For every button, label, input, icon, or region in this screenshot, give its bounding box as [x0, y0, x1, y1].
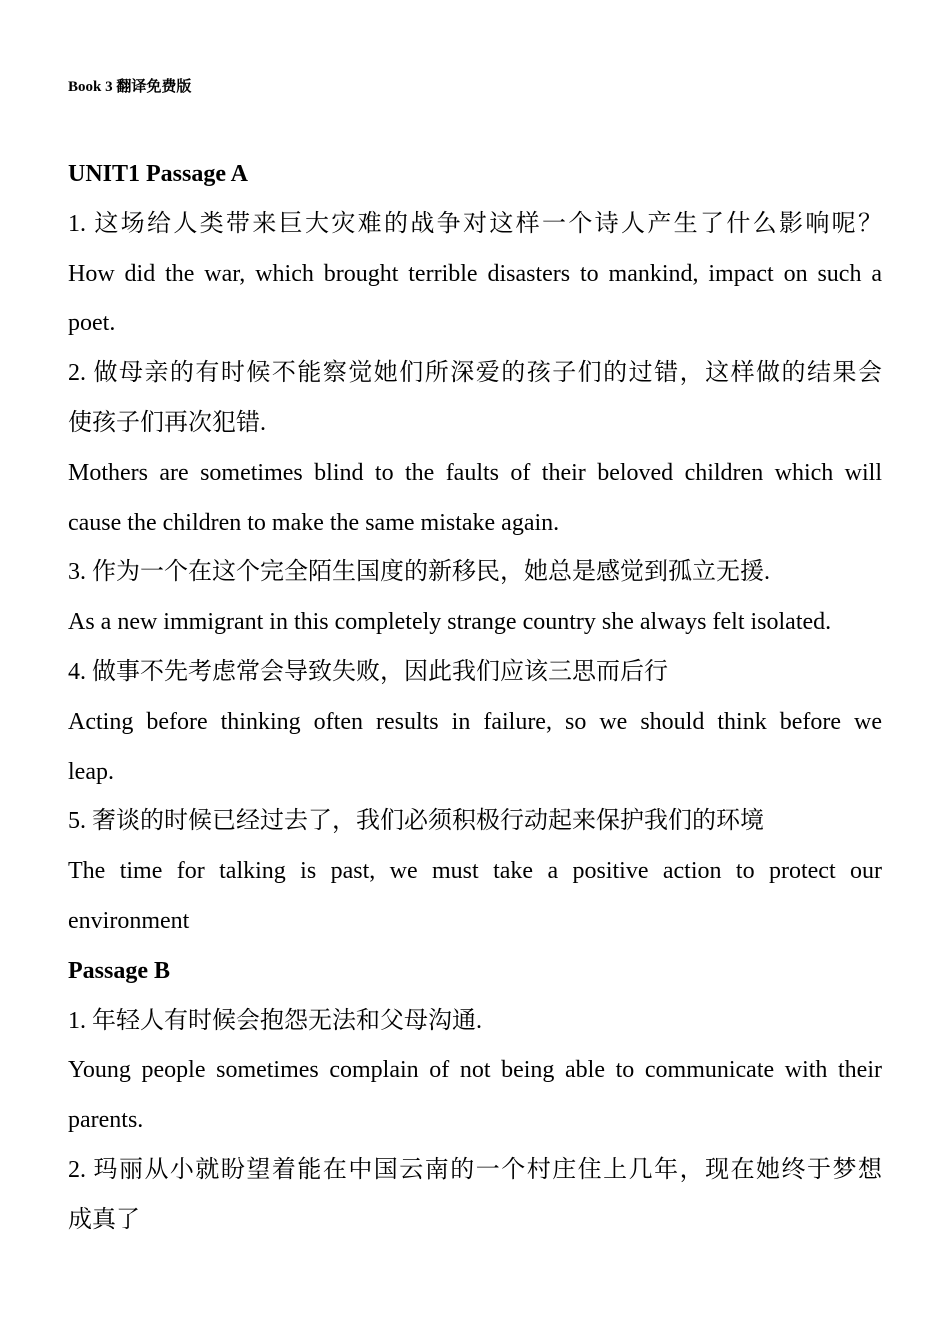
- item-4-chinese: 4. 做事不先考虑常会导致失败，因此我们应该三思而后行: [68, 658, 668, 685]
- document-header: Book 3 翻译免费版: [68, 79, 192, 95]
- item-5-chinese: 5. 奢谈的时候已经过去了，我们必须积极行动起来保护我们的环境: [68, 808, 764, 835]
- item-3-english: As a new immigrant in this completely strange country she always felt isolated.: [68, 609, 832, 636]
- item-1-english: How did the war, which brought terrible disasters to mankind, impact on such a: [68, 260, 882, 287]
- item-2-english: cause the children to make the same mistake again.: [68, 509, 560, 536]
- item-4-english: leap.: [68, 758, 114, 785]
- section-heading: Passage B: [68, 957, 170, 984]
- document-body: [68, 150, 882, 1246]
- item-1-chinese: 1. 这场给人类带来巨大灾难的战争对这样一个诗人产生了什么影响呢？: [68, 210, 882, 237]
- section-heading: UNIT1 Passage A: [68, 161, 249, 187]
- item-2-chinese: 使孩子们再次犯错.: [68, 409, 266, 436]
- item-b1-chinese: 1. 年轻人有时候会抱怨无法和父母沟通.: [68, 1007, 482, 1034]
- item-4-english: Acting before thinking often results in failure, so we should think before we: [68, 708, 882, 735]
- item-b1-english: Young people sometimes complain of not being able to communicate with their: [68, 1057, 882, 1084]
- item-3-chinese: 3. 作为一个在这个完全陌生国度的新移民，她总是感觉到孤立无援.: [68, 559, 770, 586]
- item-2-english: Mothers are sometimes blind to the faults of their beloved children which will: [68, 459, 882, 486]
- item-2-chinese: 2. 做母亲的有时候不能察觉她们所深爱的孩子们的过错，这样做的结果会: [68, 360, 882, 387]
- item-5-english: The time for talking is past, we must take a positive action to protect our: [68, 858, 882, 885]
- item-5-english: environment: [68, 907, 190, 934]
- item-b2-chinese: 成真了: [68, 1206, 140, 1233]
- item-b2-chinese: 2. 玛丽从小就盼望着能在中国云南的一个村庄住上几年，现在她终于梦想: [68, 1156, 882, 1183]
- item-b1-english: parents.: [68, 1107, 144, 1134]
- item-1-english: poet.: [68, 310, 116, 337]
